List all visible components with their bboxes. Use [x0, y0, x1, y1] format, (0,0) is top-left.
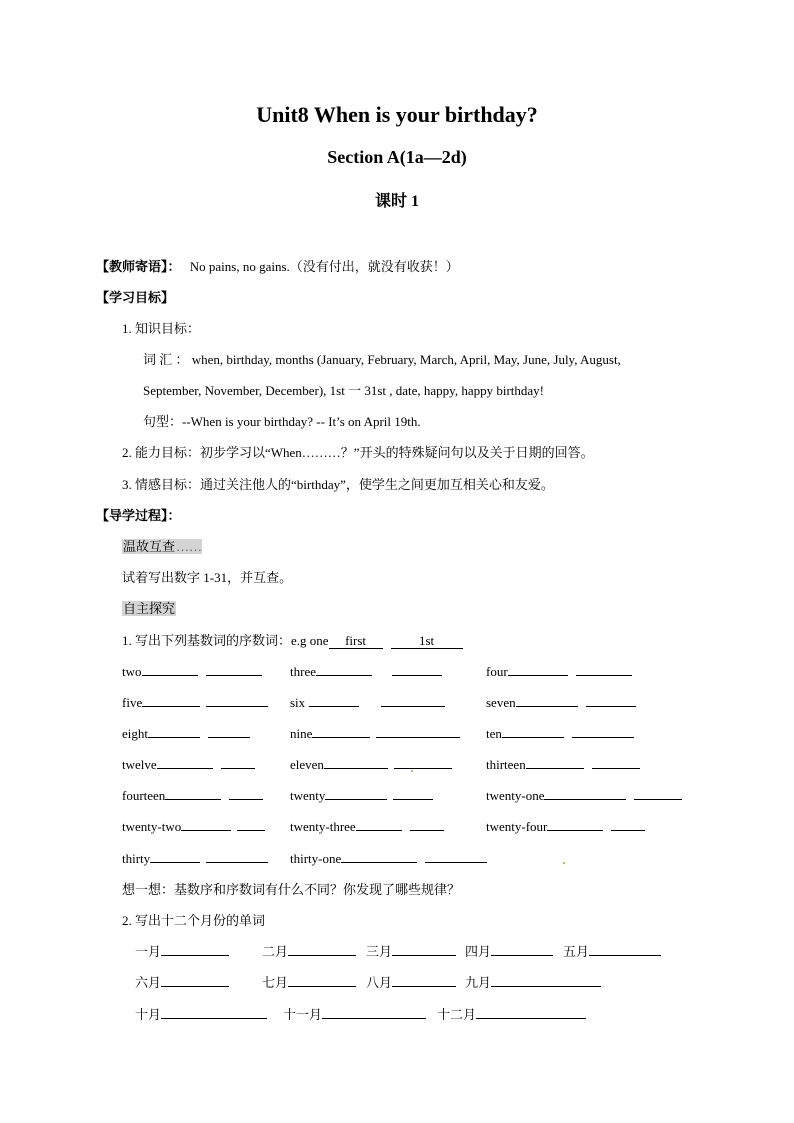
ordinal-item [486, 787, 682, 805]
vocab-line-1: 词 汇 ： when, birthday, months (January, February, March, April, May, June, July, August, [143, 352, 621, 367]
ordinal-blank[interactable] [547, 818, 603, 831]
review-task: 试着写出数字 1-31，并互查。 [122, 570, 293, 585]
month-label: 八月 [366, 975, 393, 990]
ordinal-item [290, 694, 445, 712]
ordinal-item [290, 818, 444, 836]
abbr-blank[interactable] [410, 818, 444, 831]
cardinal-word: twenty-one [486, 788, 545, 803]
example-ordinal: first [329, 634, 383, 649]
abbr-blank[interactable] [206, 694, 268, 707]
review-heading [122, 538, 202, 556]
cardinal-word: twelve [122, 757, 157, 772]
ordinal-blank[interactable] [165, 787, 221, 800]
abbr-blank[interactable] [393, 787, 433, 800]
month-blank[interactable] [288, 974, 356, 987]
ordinal-blank[interactable] [148, 725, 200, 738]
month-item [437, 1006, 586, 1024]
knowledge-goal-label: 1. 知识目标： [122, 321, 201, 336]
ordinal-blank[interactable] [526, 756, 584, 769]
vocab-line-2: September, November, December), 1st 一 31st , date, happy, happy birthday! [143, 383, 545, 398]
ordinal-item [122, 663, 262, 681]
abbr-blank[interactable] [572, 725, 634, 738]
ordinal-item [486, 725, 634, 743]
abbr-blank[interactable] [208, 725, 250, 738]
teacher-message-text: No pains, no gains.（没有付出，就没有收获！） [189, 259, 459, 274]
cardinal-word: three [290, 664, 316, 679]
cardinal-word: five [122, 695, 143, 710]
ordinal-blank[interactable] [142, 694, 200, 707]
cardinal-word: thirteen [486, 757, 526, 772]
month-blank[interactable] [322, 1006, 426, 1019]
month-blank[interactable] [161, 1006, 267, 1019]
month-item [465, 974, 601, 992]
example-abbr: 1st [391, 634, 463, 649]
unit-title: Unit8 When is your birthday? [256, 102, 538, 127]
month-label: 三月 [366, 944, 393, 959]
review-label: 温故互查 [123, 539, 176, 554]
abbr-blank[interactable] [376, 725, 460, 738]
month-label: 七月 [262, 975, 289, 990]
ordinal-item [122, 818, 265, 836]
month-blank[interactable] [161, 943, 229, 956]
cardinal-word: four [486, 664, 508, 679]
explore-label: 自主探究 [123, 601, 176, 616]
ordinal-item [290, 787, 433, 805]
month-item [135, 943, 229, 961]
ordinal-item [290, 663, 442, 681]
month-label: 十一月 [283, 1007, 323, 1022]
ordinal-blank[interactable] [502, 725, 564, 738]
abbr-blank[interactable] [611, 818, 645, 831]
ordinal-item [122, 787, 263, 805]
ordinal-blank[interactable] [181, 818, 231, 831]
task1-prefix: 1. 写出下列基数词的序数词：e.g one [122, 633, 329, 648]
month-item [135, 974, 229, 992]
ordinal-blank[interactable] [508, 663, 568, 676]
explore-heading [122, 600, 176, 618]
abbr-blank[interactable] [592, 756, 640, 769]
cardinal-word: nine [290, 726, 313, 741]
month-item [262, 974, 356, 992]
month-label: 五月 [563, 944, 590, 959]
cardinal-word: eight [122, 726, 148, 741]
stray-mark [411, 770, 413, 772]
ordinal-item [122, 725, 250, 743]
month-blank[interactable] [392, 974, 456, 987]
cardinal-word: ten [486, 726, 502, 741]
month-blank[interactable] [476, 1006, 586, 1019]
abbr-blank[interactable] [394, 756, 452, 769]
ordinal-blank[interactable] [312, 725, 370, 738]
cardinal-word: seven [486, 695, 516, 710]
month-label: 十二月 [437, 1007, 477, 1022]
ordinal-item [290, 725, 460, 743]
ordinal-item [486, 663, 632, 681]
emotion-goal: 3. 情感目标：通过关注他人的“birthday”，使学生之间更加互相关心和友爱。 [122, 477, 554, 492]
stray-mark [563, 862, 565, 864]
month-blank[interactable] [491, 943, 553, 956]
month-item [465, 943, 553, 961]
ordinal-item [290, 850, 487, 868]
ordinal-blank[interactable] [341, 850, 417, 863]
ordinal-item [290, 756, 452, 774]
task2-instruction: 2. 写出十二个月份的单词 [122, 913, 266, 928]
month-blank[interactable] [589, 943, 661, 956]
ordinal-blank[interactable] [142, 663, 198, 676]
ordinal-blank[interactable] [316, 663, 372, 676]
month-item [283, 1006, 426, 1024]
ordinal-item [486, 818, 645, 836]
ordinal-blank[interactable] [150, 850, 200, 863]
cardinal-word: two [122, 664, 142, 679]
ordinal-blank[interactable] [157, 756, 213, 769]
cardinal-word: twenty [290, 788, 326, 803]
abbr-blank[interactable] [586, 694, 636, 707]
abbr-blank[interactable] [634, 787, 682, 800]
teacher-message [96, 258, 459, 276]
abbr-blank[interactable] [381, 694, 445, 707]
abbr-blank[interactable] [221, 756, 255, 769]
ordinal-blank[interactable] [325, 787, 387, 800]
teacher-message-label: 【教师寄语】： [96, 259, 181, 274]
task1-instruction [122, 632, 463, 650]
month-item [563, 943, 661, 961]
cardinal-word: twenty-three [290, 819, 356, 834]
month-blank[interactable] [392, 943, 456, 956]
abbr-blank[interactable] [206, 663, 262, 676]
lesson-title: 课时 1 [374, 193, 419, 210]
ordinal-item [122, 756, 255, 774]
cardinal-word: six [290, 695, 306, 710]
ordinal-blank[interactable] [324, 756, 388, 769]
month-item [366, 943, 456, 961]
cardinal-word: thirty-one [290, 851, 342, 866]
ordinal-item [486, 756, 640, 774]
month-blank[interactable] [288, 943, 356, 956]
cardinal-word: twenty-four [486, 819, 548, 834]
ordinal-blank[interactable] [309, 694, 359, 707]
month-item [366, 974, 456, 992]
abbr-blank[interactable] [576, 663, 632, 676]
ordinal-blank[interactable] [516, 694, 578, 707]
section-title: Section A(1a—2d) [327, 147, 467, 167]
ordinal-blank[interactable] [544, 787, 626, 800]
process-heading: 【导学过程】： [96, 508, 181, 523]
month-label: 十月 [135, 1007, 162, 1022]
review-dots: …… [176, 539, 203, 554]
ordinal-blank[interactable] [356, 818, 402, 831]
abbr-blank[interactable] [206, 850, 268, 863]
ordinal-item [122, 694, 268, 712]
cardinal-word: fourteen [122, 788, 166, 803]
goals-heading: 【学习目标】 [96, 290, 175, 305]
ability-goal: 2. 能力目标：初步学习以“When………？”开头的特殊疑问句以及关于日期的回答。 [122, 445, 594, 460]
ordinal-item [486, 694, 636, 712]
month-label: 六月 [135, 975, 162, 990]
cardinal-word: thirty [122, 851, 151, 866]
month-item [135, 1006, 267, 1024]
month-label: 二月 [262, 944, 289, 959]
abbr-blank[interactable] [237, 818, 265, 831]
cardinal-word: twenty-two [122, 819, 182, 834]
month-label: 一月 [135, 944, 162, 959]
cardinal-word: eleven [290, 757, 324, 772]
abbr-blank[interactable] [229, 787, 263, 800]
month-blank[interactable] [491, 974, 601, 987]
month-label: 四月 [465, 944, 492, 959]
sentence-pattern: 句型：--When is your birthday? -- It’s on April 19th. [143, 414, 421, 429]
ordinal-item [122, 850, 268, 868]
abbr-blank[interactable] [392, 663, 442, 676]
month-item [262, 943, 356, 961]
month-label: 九月 [465, 975, 492, 990]
abbr-blank[interactable] [425, 850, 487, 863]
month-blank[interactable] [161, 974, 229, 987]
think-prompt: 想一想：基数序和序数词有什么不同？你发现了哪些规律？ [122, 882, 461, 897]
